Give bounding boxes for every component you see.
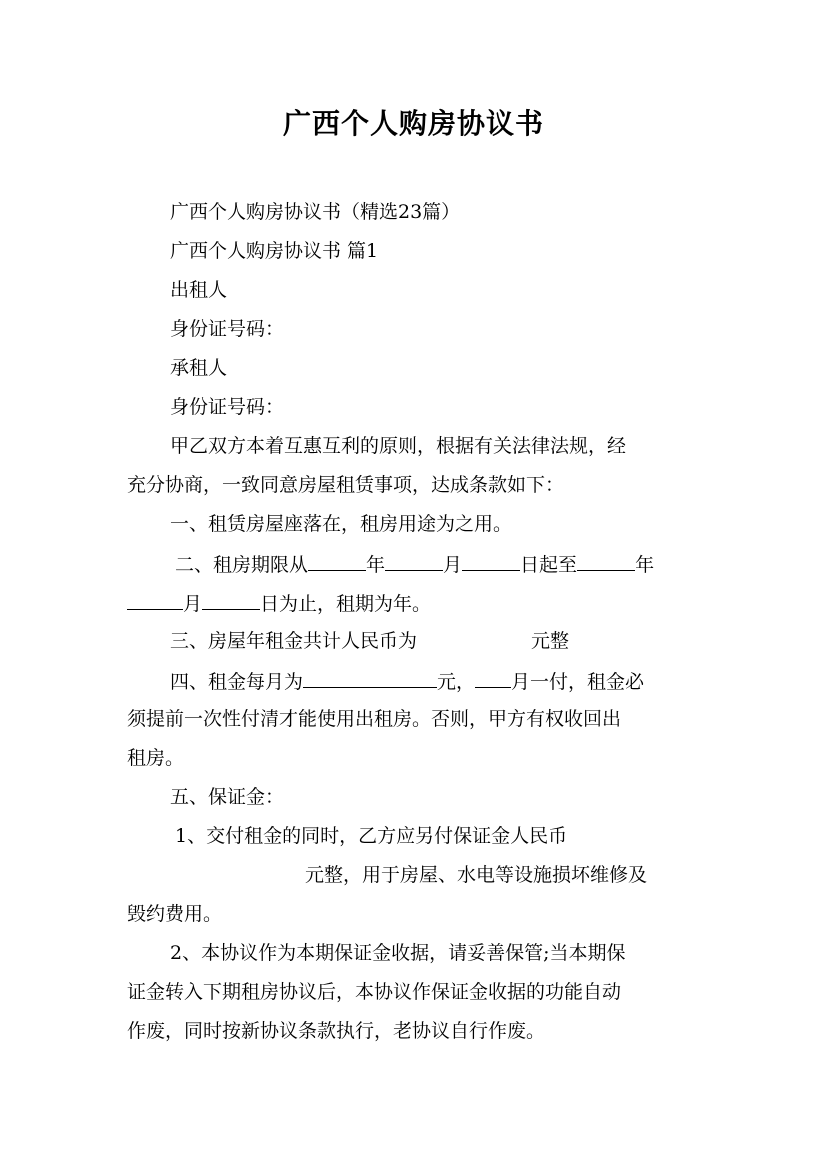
clause-2-line-2 xyxy=(127,589,701,617)
blank-field xyxy=(303,667,437,688)
clause-2-day: 日起至 xyxy=(520,554,578,576)
clause-2-prefix: 二、租房期限从 xyxy=(175,554,309,576)
clause-3-suffix: 元整 xyxy=(531,630,570,652)
clause-2-month: 月 xyxy=(443,554,463,576)
clause-4-line-1 xyxy=(170,667,701,695)
blank-field xyxy=(127,589,183,610)
clause-2-year: 年 xyxy=(366,554,386,576)
clause-2-line-1 xyxy=(175,550,701,578)
page-title: 广西个人购房协议书 xyxy=(282,107,544,140)
clause-2-end: 日为止，租期为年。 xyxy=(260,593,432,615)
subtitle: 广西个人购房协议书（精选23篇） xyxy=(170,201,461,223)
lessor-id-label: 身份证号码： xyxy=(170,318,285,340)
clause-1: 一、租赁房屋座落在，租房用途为之用。 xyxy=(170,513,513,535)
clause-5-item-1-line-2: 元整，用于房屋、水电等设施损坏维修及 xyxy=(305,864,648,886)
blank-field xyxy=(202,589,260,610)
clause-3 xyxy=(170,628,701,654)
clause-4-line-3: 租房。 xyxy=(127,747,185,769)
blank-field xyxy=(308,550,366,571)
blank-field xyxy=(577,550,635,571)
clause-4-prefix: 四、租金每月为 xyxy=(170,671,304,693)
clause-5-item-1-line-3: 毁约费用。 xyxy=(127,903,223,925)
blank-field xyxy=(462,550,520,571)
clause-2-year-2: 年 xyxy=(635,554,655,576)
section-heading: 广西个人购房协议书 篇1 xyxy=(170,240,379,262)
clause-5-item-2-line-3: 作废，同时按新协议条款执行，老协议自行作废。 xyxy=(127,1020,546,1042)
clause-2-month-2: 月 xyxy=(183,593,203,615)
clause-5-item-1-line-1: 1、交付租金的同时，乙方应另付保证金人民币 xyxy=(175,825,568,847)
blank-field xyxy=(475,667,511,688)
clause-5-item-2-line-2: 证金转入下期租房协议后，本协议作保证金收据的功能自动 xyxy=(127,981,622,1003)
clause-4-mid: 元， xyxy=(437,671,476,693)
clause-4-line-2: 须提前一次性付清才能使用出租房。否则，甲方有权收回出 xyxy=(127,708,622,730)
lessee-id-label: 身份证号码： xyxy=(170,396,285,418)
blank-field xyxy=(385,550,443,571)
clause-5-heading: 五、保证金： xyxy=(170,786,285,808)
clause-5-item-2-line-1: 2、本协议作为本期保证金收据，请妥善保管;当本期保 xyxy=(170,942,626,964)
clause-4-suffix: 月一付，租金必 xyxy=(511,671,645,693)
lessor-label: 出租人 xyxy=(170,279,228,301)
intro-paragraph-line-2: 充分协商，一致同意房屋租赁事项，达成条款如下： xyxy=(127,474,565,496)
lessee-label: 承租人 xyxy=(170,357,228,379)
clause-3-prefix: 三、房屋年租金共计人民币为 xyxy=(170,630,418,652)
intro-paragraph-line-1: 甲乙双方本着互惠互利的原则，根据有关法律法规，经 xyxy=(170,435,627,457)
